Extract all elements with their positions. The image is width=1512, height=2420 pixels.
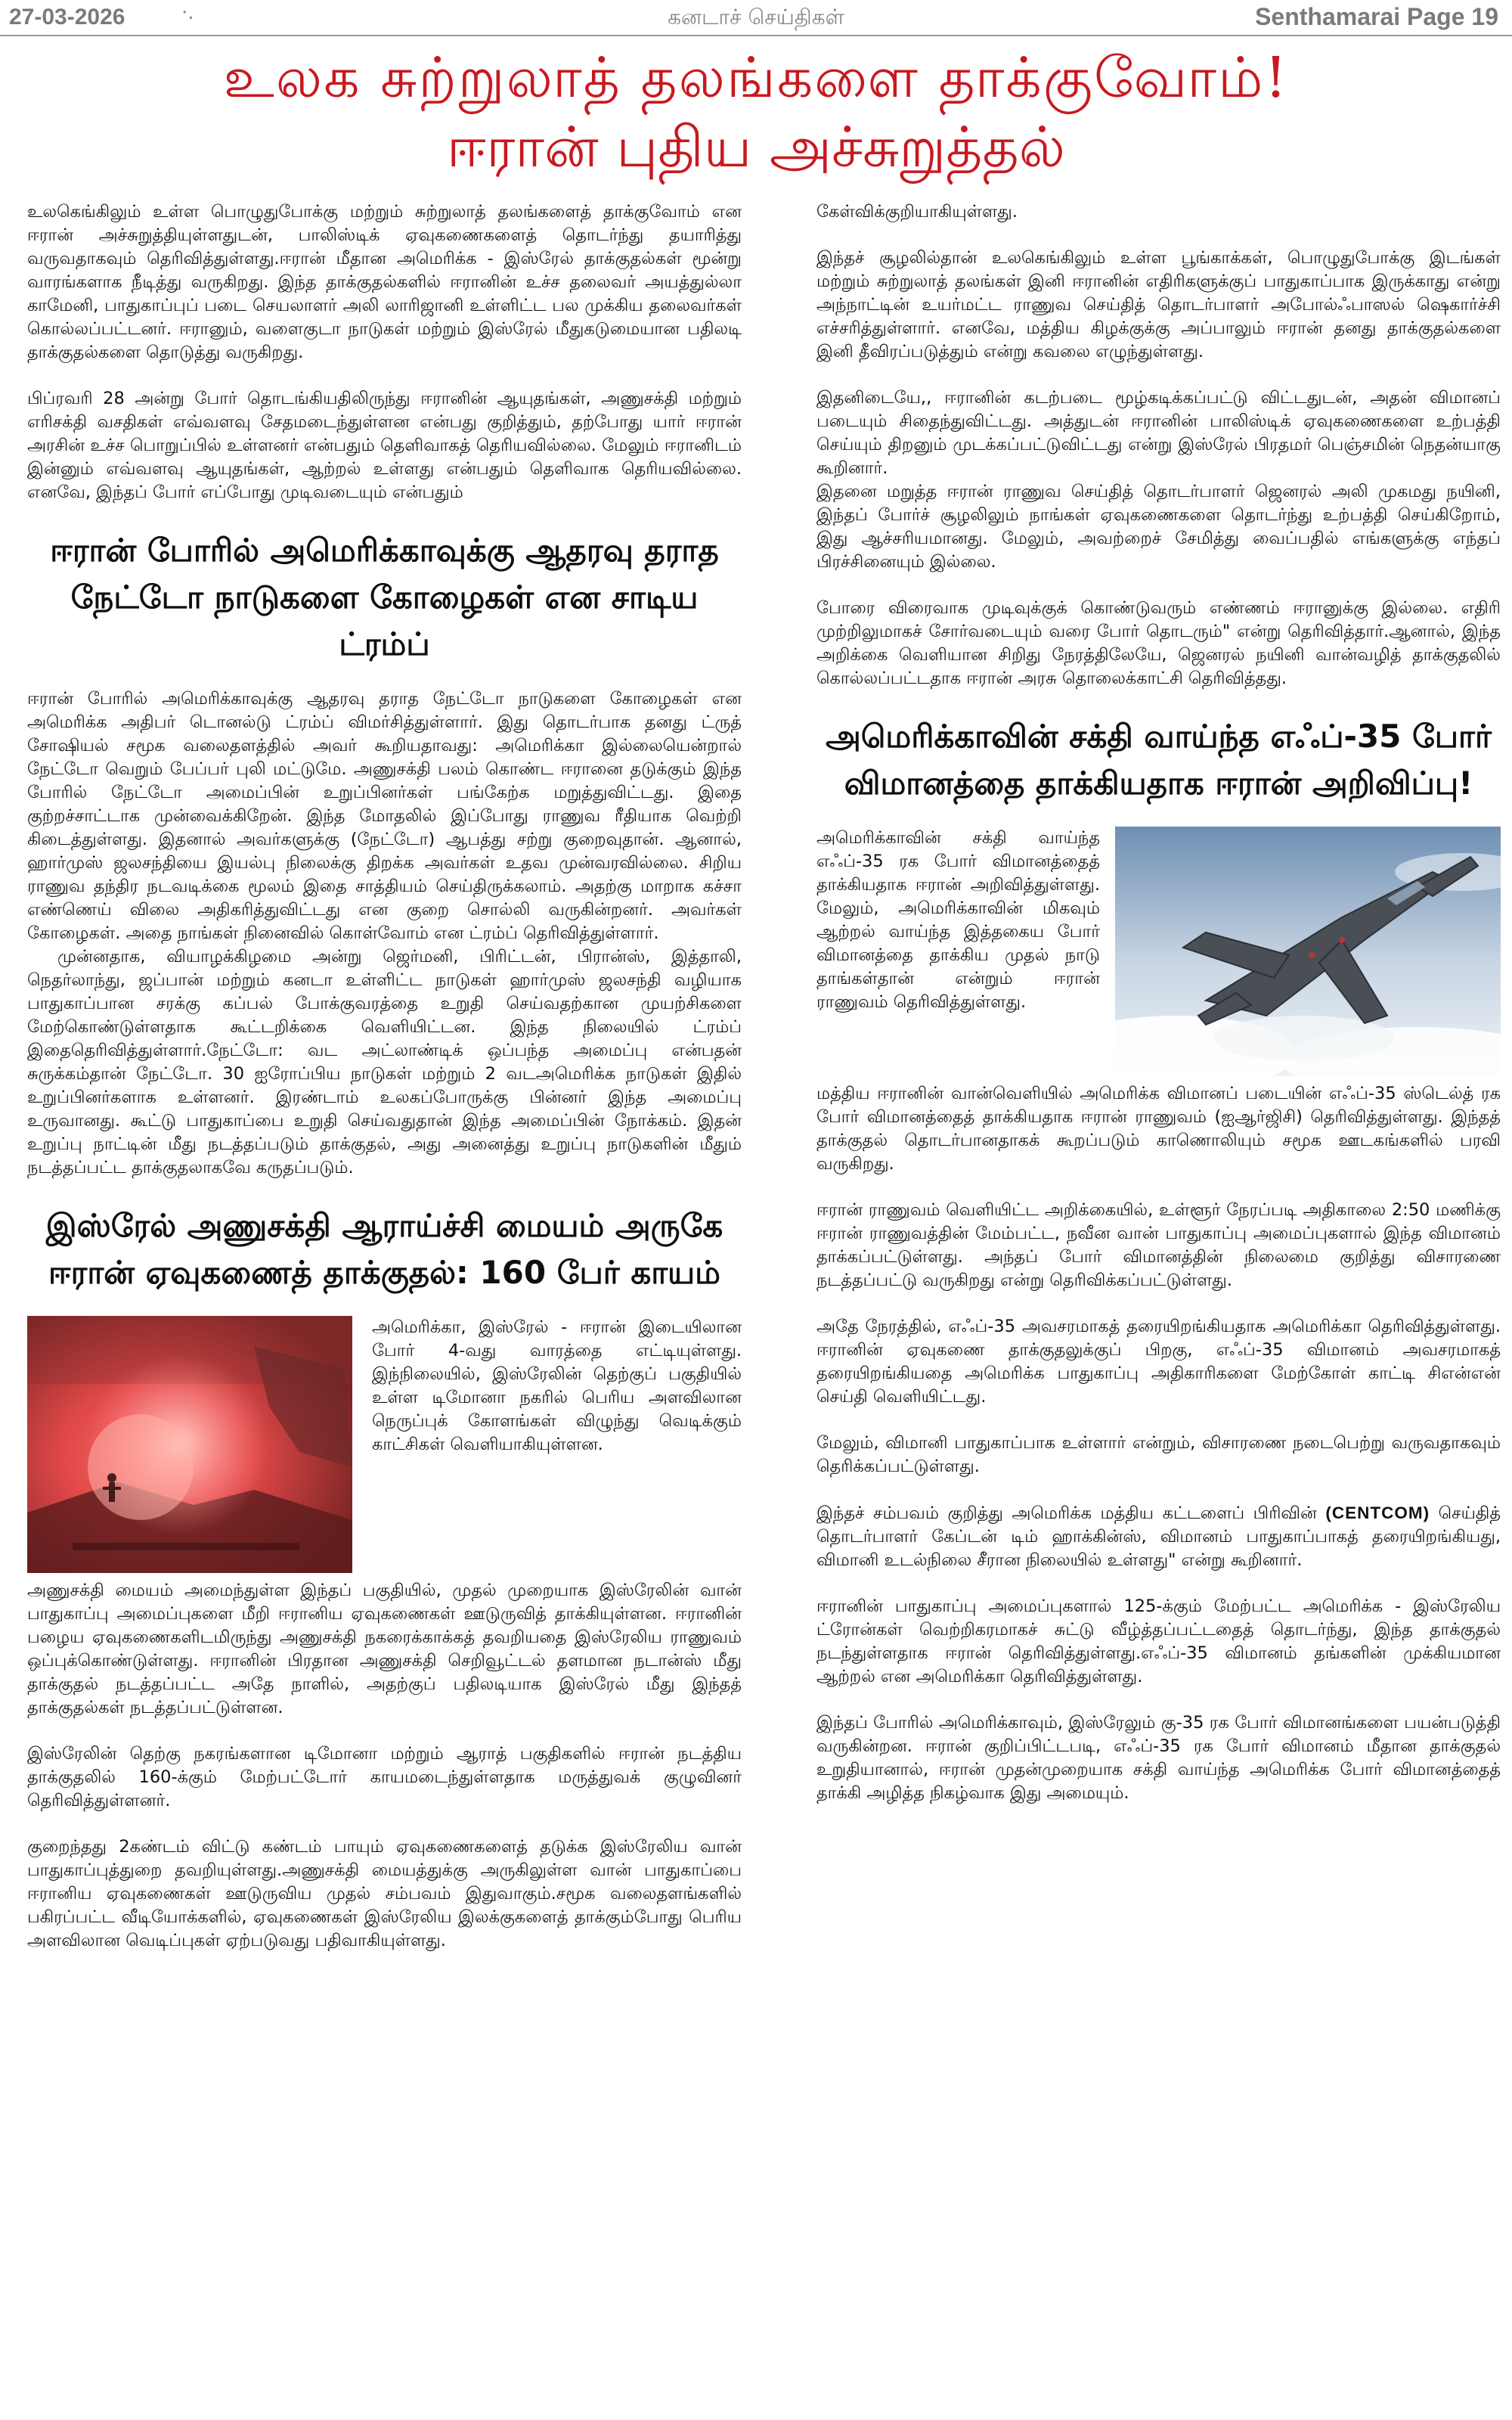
article-paragraph: பிப்ரவரி 28 அன்று போர் தொடங்கியதிலிருந்து ஈரானின் ஆயுதங்கள், அணுசக்தி மற்றும் எரிசக்தி வசதிகள் எவ்வளவு சேதமடைந்துள்ளன என்பது குறித்தும், தற்போது யார் ஈரான் அரசின் உச்ச பொறுப்பில் உள்ளனர் என்பதும் தெளிவாகத் தெரியவில்லை. மேலும் ஈரானிடம் இன்னும் எவ்வளவு ஆயுதங்கள், ஆற்றல் உள்ளது என்பதும் தெளிவாக தெரியவில்லை. எனவே, இந்தப் போர் எப்போது முடிவடையும் என்பதும் xyxy=(27,389,742,502)
article-paragraph: இதனை மறுத்த ஈரான் ராணுவ செய்தித் தொடர்பாளர் ஜெனரல் அலி முகமது நயினி, இந்தப் போர்ச் சூழலிலும் நாங்கள் ஏவுகணைகளை தொடர்ந்து உற்பத்தி செய்கிறோம், இது ஆச்சரியமானது. மேலும், அவற்றைச் சேமித்து வைப்பதில் எங்களுக்கு எந்தப் பிரச்சினையும் இல்லை. xyxy=(816,482,1501,572)
right-column xyxy=(816,200,1501,1805)
article-paragraph: இந்தச் சூழலில்தான் உலகெங்கிலும் உள்ள பூங்காக்கள், பொழுதுபோக்கு இடங்கள் மற்றும் சுற்றுலாத் தலங்கள் இனி ஈரானின் எதிரிகளுக்குப் பாதுகாப்பாக இருக்காது என்று அந்நாட்டின் உயர்மட்ட ராணுவ செய்தித் தொடர்பாளர் அபோல்ஃபாஸல் ஷெகார்ச்சி எச்சரித்துள்ளார். எனவே, மத்திய கிழக்குக்கு அப்பாலும் ஈரான் தனது தாக்குதல்களை இனி தீவிரப்படுத்தும் என்று கவலை எழுந்துள்ளது. xyxy=(816,248,1501,361)
article-paragraph: ஈரான் போரில் அமெரிக்காவுக்கு ஆதரவு தராத நேட்டோ நாடுகளை கோழைகள் என அமெரிக்க அதிபர் டொனல்டு ட்ரம்ப் விமர்சித்துள்ளார். இது தொடர்பாக தனது ட்ருத் சோஷியல் சமூக வலைதளத்தில் அவர் கூறியதாவது: அமெரிக்கா இல்லையென்றால் நேட்டோ வெறும் பேப்பர் புலி மட்டுமே. அணுசக்தி பலம் கொண்ட ஈரானை தடுக்கும் இந்த போரில் நேட்டோ அமைப்பின் உறுப்பினர்கள் பங்கேற்க மறுத்துவிட்டது. இதை குற்றச்சாட்டாக முன்வைக்கிறேன். இந்த மோதலில் இப்போது ராணுவ ரீதியாக வெற்றி கிடைத்துள்ளது. இதனால் அவர்களுக்கு (நேட்டோ) ஆபத்து சற்று குறைவுதான். ஆனால், ஹார்முஸ் ஜலசந்தியை இயல்பு நிலைக்கு திறக்க அவர்கள் உதவ முன்வரவில்லை. சிறிய ராணுவ தந்திர நடவடிக்கை மூலம் இதை சாத்தியம் செய்திருக்கலாம். அதற்கு மாறாக கச்சா எண்ணெய் விலை அதிகரித்துவிட்டது என குறை சொல்லி வருகின்றனர். அவர்கள் கோழைகள். அதை நாங்கள் நினைவில் கொள்வோம் என ட்ரம்ப் தெரிவித்துள்ளார். xyxy=(27,689,742,943)
header-rule xyxy=(0,35,1512,36)
main-headline-line1: உலக சுற்றுலாத் தலங்களை தாக்குவோம்! xyxy=(223,45,1289,110)
page-header xyxy=(0,0,1512,36)
left-column xyxy=(27,200,742,1953)
dimona-story-lead xyxy=(27,1316,742,1579)
article-paragraph: உலகெங்கிலும் உள்ள பொழுதுபோக்கு மற்றும் சுற்றுலாத் தலங்களைத் தாக்குவோம் என ஈரான் அச்சுறுத்தியுள்ளதுடன், பாலிஸ்டிக் ஏவுகணைகளைத் தொடர்ந்து தயாரித்து வருவதாகவும் தெரிவித்துள்ளது.ஈரான் மீதான அமெரிக்க - இஸ்ரேல் தாக்குதல்கள் மூன்று வாரங்களாக நீடித்து வருகிறது. இந்த தாக்குதல்களில் ஈரானின் உச்ச தலைவர் அயத்துல்லா காமேனி, பாதுகாப்புப் படை செயலாளர் அலி லாரிஜானி உள்ளிட்ட பல முக்கிய தலைவர்கள் கொல்லப்பட்டனர். ஈரானும், வளைகுடா நாடுகள் மற்றும் இஸ்ரேல் மீதுகடுமையான பதிலடி தாக்குதல்களை தொடுத்து வருகிறது. xyxy=(27,202,742,362)
header-dot: ·. xyxy=(181,2,194,24)
article-paragraph: மத்திய ஈரானின் வான்வெளியில் அமெரிக்க விமானப் படையின் எஃப்-35 ஸ்டெல்த் ரக போர் விமானத்தைத் தாக்கியதாக ஈரான் ராணுவம் (ஐஆர்ஜிசி) தெரிவித்துள்ளது. இந்தத் தாக்குதல் தொடர்பானதாகக் கூறப்படும் காணொலியும் சமூக ஊடகங்களில் பரவி வருகிறது. xyxy=(816,1084,1501,1174)
article-paragraph: அதே நேரத்தில், எஃப்-35 அவசரமாகத் தரையிறங்கியதாக அமெரிக்கா தெரிவித்துள்ளது. ஈரானின் ஏவுகணை தாக்குதலுக்குப் பிறகு, எஃப்-35 விமானம் அவசரமாகத் தரையிறங்கியதை அமெரிக்க பாதுகாப்பு அதிகாரிகளை மேற்கோள் காட்டி சிஎன்என் செய்தி வெளியிட்டது. xyxy=(816,1317,1501,1407)
article-paragraph: அணுசக்தி மையம் அமைந்துள்ள இந்தப் பகுதியில், முதல் முறையாக இஸ்ரேலின் வான் பாதுகாப்பு அமைப்புகளை மீறி ஈரானிய ஏவுகணைகள் ஊடுருவித் தாக்கியுள்ளன. ஈரானின் பழைய ஏவுகணைகளிடமிருந்து அணுசக்தி நகரைக்காக்கத் தவறியதை இஸ்ரேலிய ராணுவம் ஒப்புக்கொண்டுள்ளது. ஈரானின் பிரதான அணுசக்தி செறிவூட்டல் தளமான நடான்ஸ் மீது தாக்குதல் நடத்தப்பட்ட அதே நாளில், அதற்குப் பதிலடியாக இஸ்ரேல் மீது இந்தத் தாக்குதல்கள் நடத்தப்பட்டுள்ளன. xyxy=(27,1581,742,1717)
centcom-acronym: (CENTCOM) xyxy=(1325,1503,1430,1522)
issue-date: 27-03-2026 xyxy=(9,5,125,29)
article-paragraph: கேள்விக்குறியாகியுள்ளது. xyxy=(816,202,1018,222)
article-paragraph: குறைந்தது 2கண்டம் விட்டு கண்டம் பாயும் ஏவுகணைகளைத் தடுக்க இஸ்ரேலிய வான் பாதுகாப்புத்துறை தவறியுள்ளது.அணுசக்தி மையத்துக்கு அருகிலுள்ள வான் பாதுகாப்பை ஈரானிய ஏவுகணைகள் ஊடுருவிய முதல் சம்பவம் இதுவாகும்.சமூக வலைதளங்களில் பகிரப்பட்ட வீடியோக்களில், ஏவுகணைகள் இஸ்ரேலிய இலக்குகளைத் தாக்கும்போது பெரிய அளவிலான வெடிப்புகள் ஏற்படுவது பதிவாகியுள்ளது. xyxy=(27,1837,742,1950)
article-paragraph: அமெரிக்காவின் சக்தி வாய்ந்த எஃப்-35 ரக போர் விமானத்தைத் தாக்கியதாக ஈரான் அறிவித்துள்ளது. மேலும், அமெரிக்காவின் மிகவும் ஆற்றல் வாய்ந்த இத்தகைய போர் விமானத்தை தாக்கிய முதல் நாடு தாங்கள்தான் என்றும் ஈரான் ராணுவம் தெரிவித்துள்ளது. xyxy=(816,828,1100,1012)
publication-page: Senthamarai Page 19 xyxy=(1255,3,1498,30)
fighter-jet-photo xyxy=(1115,827,1501,1076)
article-paragraph: போரை விரைவாக முடிவுக்குக் கொண்டுவரும் எண்ணம் ஈரானுக்கு இல்லை. எதிரி முற்றிலுமாகச் சோர்வடையும் வரை போர் தொடரும்" என்று தெரிவித்தார்.ஆனால், இந்த அறிக்கை வெளியான சிறிது நேரத்திலேயே, ஜெனரல் நயினி வான்வழித் தாக்குதலில் கொல்லப்பட்டதாக ஈரான் அரசு தொலைக்காட்சி தெரிவித்தது. xyxy=(816,598,1501,688)
article-paragraph: அமெரிக்கா, இஸ்ரேல் - ஈரான் இடையிலான போர் 4-வது வாரத்தை எட்டியுள்ளது. இந்நிலையில், இஸ்ரேலின் தெற்குப் பகுதியில் உள்ள டிமோனா நகரில் பெரிய அளவிலான நெருப்புக் கோளங்கள் விழுந்து வெடிக்கும் காட்சிகள் வெளியாகியுள்ளன. xyxy=(372,1317,742,1454)
subheadline-nato: ஈரான் போரில் அமெரிக்காவுக்கு ஆதரவு தராத நேட்டோ நாடுகளை கோழைகள் என சாடிய ட்ரம்ப் xyxy=(50,532,719,662)
section-name: கனடாச் செய்திகள் xyxy=(668,5,844,29)
main-headline-line2: ஈரான் புதிய அச்சுறுத்தல் xyxy=(446,115,1066,180)
article-paragraph: இந்தப் போரில் அமெரிக்காவும், இஸ்ரேலும் கு-35 ரக போர் விமானங்களை பயன்படுத்தி வருகின்றன. ஈரான் குறிப்பிட்டபடி, எஃப்-35 ரக போர் விமானம் மீதான தாக்குதல் உறுதியானால், ஈரான் முதன்முறையாக சக்தி வாய்ந்த அமெரிக்க போர் விமானத்தைத் தாக்கி அழித்த நிகழ்வாக இது அமையும். xyxy=(816,1713,1501,1803)
subheadline-f35: அமெரிக்காவின் சக்தி வாய்ந்த எஃப்-35 போர் விமானத்தை தாக்கியதாக ஈரான் அறிவிப்பு! xyxy=(826,718,1492,802)
article-paragraph xyxy=(816,1501,1501,1572)
article-paragraph: ஈரானின் பாதுகாப்பு அமைப்புகளால் 125-க்கும் மேற்பட்ட அமெரிக்க - இஸ்ரேலிய ட்ரோன்கள் வெற்றிகரமாகச் சுட்டு வீழ்த்தப்பட்டதைத் தொடர்ந்து, இந்த தாக்குதல் நடந்துள்ளதாக ஈரான் தெரிவித்துள்ளது.எஃப்-35 விமானம் தங்களின் முக்கியமான ஆற்றல் என அமெரிக்கா தெரிவித்துள்ளது. xyxy=(816,1596,1501,1686)
centcom-text-b: செய்தித் தொடர்பாளர் கேப்டன் டிம் ஹாக்கின்ஸ், விமானம் பாதுகாப்பாகத் தரையிறங்கியது, விமானி உடல்நிலை சீரான நிலையில் உள்ளது" என்று கூறினார். xyxy=(816,1503,1501,1570)
subheadline-dimona: இஸ்ரேல் அணுசக்தி ஆராய்ச்சி மையம் அருகே ஈரான் ஏவுகணைத் தாக்குதல்: 160 பேர் காயம் xyxy=(45,1207,723,1291)
explosion-scene-photo xyxy=(27,1316,352,1573)
centcom-text-a: இந்தச் சம்பவம் குறித்து அமெரிக்க மத்திய கட்டளைப் பிரிவின் xyxy=(816,1503,1317,1523)
article-paragraph: முன்னதாக, வியாழக்கிழமை அன்று ஜெர்மனி, பிரிட்டன், பிரான்ஸ், இத்தாலி, நெதர்லாந்து, ஜப்பான் மற்றும் கனடா உள்ளிட்ட நாடுகள் ஹார்முஸ் ஜலசந்தி வழியாக பாதுகாப்பான சரக்கு கப்பல் போக்குவரத்தை உறுதி செய்வதற்கான முயற்சிகளை மேற்கொண்டுள்ளதாக கூட்டறிக்கை வெளியிட்டன. இந்த நிலையில் ட்ரம்ப் இதைதெரிவித்துள்ளார்.நேட்டோ: வட அட்லாண்டிக் ஒப்பந்த அமைப்பு என்பதன் சுருக்கம்தான் நேட்டோ. 30 ஐரோப்பிய நாடுகள் மற்றும் 2 வடஅமெரிக்க நாடுகள் இதில் உறுப்பினர்களாக உள்ளனர். இரண்டாம் உலகப்போருக்கு பின்னர் இந்த அமைப்பு உருவானது. கூட்டு பாதுகாப்பை உறுதி செய்வதுதான் இந்த அமைப்பின் நோக்கம். இதன் உறுப்பு நாட்டின் மீது நடத்தப்படும் தாக்குதல், அது அனைத்து உறுப்பு நாடுகளின் மீதும் நடத்தப்பட்ட தாக்குதலாகவே கருதப்படும். xyxy=(27,947,742,1177)
article-paragraph: இதனிடையே,, ஈரானின் கடற்படை மூழ்கடிக்கப்பட்டு விட்டதுடன், அதன் விமானப் படையும் சிதைந்துவிட்டது. அத்துடன் ஈரானின் பாலிஸ்டிக் ஏவுகணைகளை உற்பத்தி செய்யும் திறனும் முடக்கப்பட்டுவிட்டது என்று இஸ்ரேல் பிரதமர் பெஞ்சமின் நெதன்யாகு கூறினார். xyxy=(816,388,1501,478)
article-paragraph: ஈரான் ராணுவம் வெளியிட்ட அறிக்கையில், உள்ளூர் நேரப்படி அதிகாலை 2:50 மணிக்கு ஈரான் ராணுவத்தின் மேம்பட்ட, நவீன வான் பாதுகாப்பு அமைப்புகளால் இந்த விமானம் தாக்கப்பட்டுள்ளது. அந்தப் போர் விமானத்தின் நிலைமை குறித்து விசாரணை நடத்தப்பட்டு வருகிறது என்று தெரிவிக்கப்பட்டுள்ளது. xyxy=(816,1200,1501,1290)
article-paragraph: மேலும், விமானி பாதுகாப்பாக உள்ளார் என்றும், விசாரணை நடைபெற்று வருவதாகவும் தெரிக்கப்பட்டுள்ளது. xyxy=(816,1433,1501,1476)
article-paragraph: இஸ்ரேலின் தெற்கு நகரங்களான டிமோனா மற்றும் ஆராத் பகுதிகளில் ஈரான் நடத்திய தாக்குதலில் 160-க்கும் மேற்பட்டோர் காயமடைந்துள்ளதாக மருத்துவக் குழுவினர் தெரிவித்துள்ளனர். xyxy=(27,1744,742,1810)
f35-story-lead xyxy=(816,827,1501,1082)
